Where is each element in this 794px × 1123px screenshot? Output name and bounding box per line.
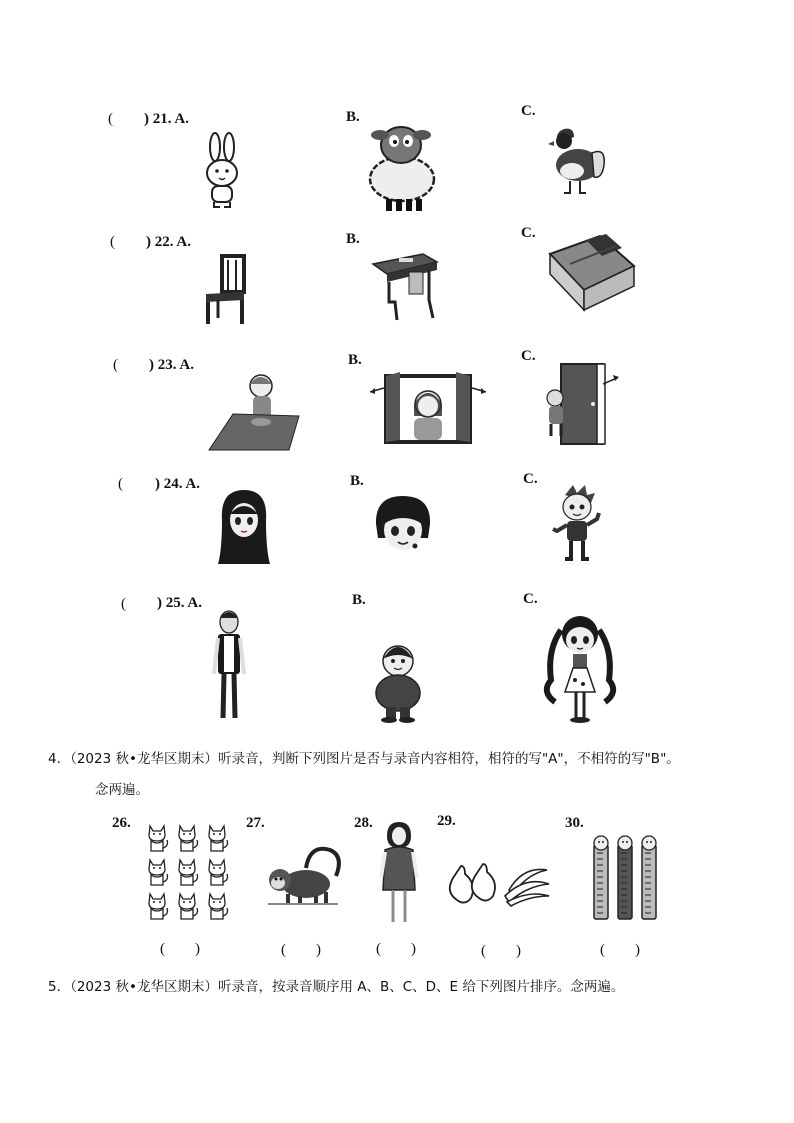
question-23-label: ) 23. A. [149,357,194,373]
cat-icon [209,826,228,851]
cat-icon [179,860,198,885]
hen-picture [548,125,608,197]
option-b-label: B. [348,352,362,368]
question-22-label: ) 22. A. [146,234,191,250]
ruler-icon [642,836,656,919]
rabbit-picture [200,133,244,209]
option-c-label: C. [521,348,536,364]
option-b-label: B. [352,592,366,608]
sheep-picture [366,121,436,213]
short-fat-boy-picture [373,641,423,723]
section-4-instruction: 4．（2023 秋•龙华区期末）听录音，判断下列图片是否与录音内容相符，相符的写"A"，不相符的写"B"。 [48,751,680,767]
monkey-picture [266,846,340,906]
option-c-label: C. [521,103,536,119]
girl-sitting-at-table-picture [209,372,301,452]
question-25-label: ) 25. A. [157,595,202,611]
desk-picture [369,250,439,322]
option-b-label: B. [346,231,360,247]
cat-icon [209,860,228,885]
cat-icon [179,826,198,851]
pears-and-bananas-picture [447,860,551,906]
short-hair-girl-face-picture [374,494,432,556]
chair-picture [204,256,248,326]
item-29-number: 29. [437,813,456,829]
answer-paren-open[interactable]: ( [108,111,113,127]
item-30-number: 30. [565,815,584,831]
option-c-label: C. [521,225,536,241]
option-b-label: B. [346,109,360,125]
option-c-label: C. [523,591,538,607]
section-4-instruction-line2: 念两遍。 [95,782,149,798]
boy-opening-door-picture [543,360,623,446]
boy-waving-picture [551,483,601,565]
tall-thin-man-picture [212,608,246,722]
answer-paren[interactable]: ( ) [281,942,321,958]
answer-paren-open[interactable]: ( [113,357,118,373]
answer-paren-open[interactable]: ( [110,234,115,250]
long-hair-girl-face-picture [219,488,269,566]
woman-standing-picture [379,820,419,926]
answer-paren[interactable]: ( ) [160,941,200,957]
item-28-number: 28. [354,815,373,831]
question-21-label: ) 21. A. [144,111,189,127]
bed-picture [546,234,638,314]
question-24-label: ) 24. A. [155,476,200,492]
cat-icon [149,826,168,851]
cat-icon [209,894,228,919]
item-27-number: 27. [246,815,265,831]
cat-icon [149,860,168,885]
cat-icon [179,894,198,919]
cat-icon [149,894,168,919]
height-rulers-picture [590,835,662,921]
answer-paren[interactable]: ( ) [481,943,521,959]
girl-with-pigtails-picture [547,608,613,726]
answer-paren-open[interactable]: ( [121,596,126,612]
section-5-instruction: 5．（2023 秋•龙华区期末）听录音，按录音顺序用 A、B、C、D、E 给下列图片排序。念两遍。 [48,979,625,995]
girl-opening-window-picture [370,370,486,446]
cats-grid-picture [142,822,232,926]
ruler-icon [594,836,608,919]
item-26-number: 26. [112,815,131,831]
option-c-label: C. [523,471,538,487]
option-b-label: B. [350,473,364,489]
answer-paren[interactable]: ( ) [376,941,416,957]
answer-paren-open[interactable]: ( [118,476,123,492]
answer-paren[interactable]: ( ) [600,942,640,958]
ruler-icon [618,836,632,919]
